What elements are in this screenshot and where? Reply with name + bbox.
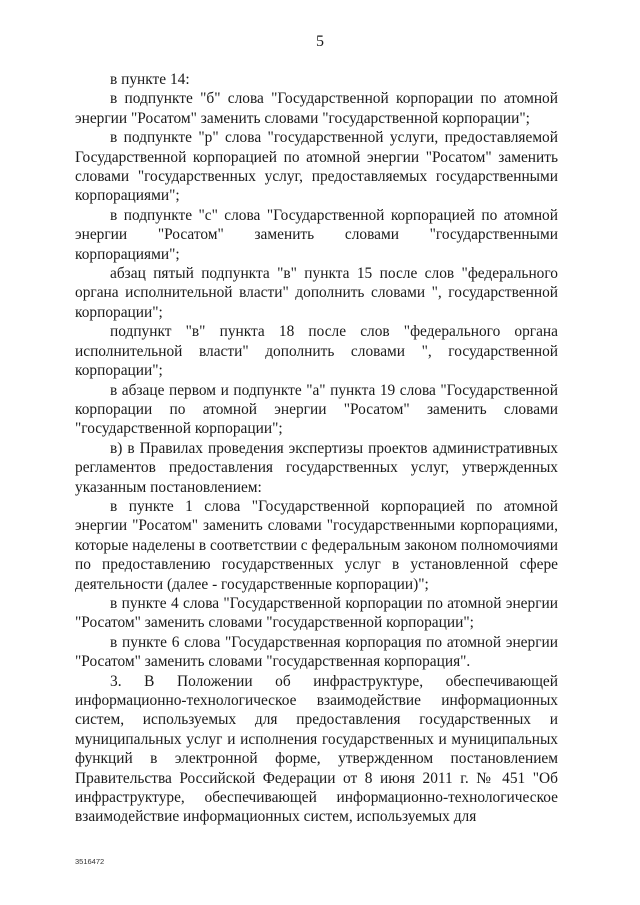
document-code: 3516472 [75,857,105,866]
paragraph-rules-point-6: в пункте 6 слова "Государственная корпорация по атомной энергии "Росатом" заменить словами "государственная корпорация". [75,633,558,671]
page-number: 5 [316,33,324,50]
paragraph-point-18: подпункт "в" пункта 18 после слов "федерального органа исполнительной власти" дополнить словами ", государственной корпорации"; [75,323,558,380]
paragraph-section-3: 3. В Положении об инфраструктуре, обеспечивающей информационно-технологическое взаимодействие информационных систем, используемых для предоставления государственных и муниципальных услуг и исполнения государственных и муниципальных функций в электронной форме, утвержденном постановлением Правительства Российской Федерации от 8 июня 2011 г. № 451 "Об инфраструктуре, обеспечивающей информационно-технологическое взаимодействие информационных систем, используемых для [75,672,558,826]
paragraph-subpoint-r: в подпункте "р" слова "государственной услуги, предоставляемой Государственной корпорацией по атомной энергии "Росатом" заменить словами "государственных услуг, предоставляемых государственными корпорациями"; [75,129,558,205]
paragraph-point-19: в абзаце первом и подпункте "а" пункта 19 слова "Государственной корпорации по атомной энергии "Росатом" заменить словами "государственной корпорации"; [75,381,558,438]
paragraph-rules-point-4: в пункте 4 слова "Государственной корпорации по атомной энергии "Росатом" заменить словами "государственной корпорации"; [75,594,558,632]
paragraph-subpoint-b: в подпункте "б" слова "Государственной корпорации по атомной энергии "Росатом" заменить словами "государственной корпорации"; [75,90,558,127]
paragraph-rules-expertise: в) в Правилах проведения экспертизы проектов административных регламентов предоставления государственных услуг, утвержденных указанным постановлением: [75,439,558,496]
paragraph-rules-point-1: в пункте 1 слова "Государственной корпорацией по атомной энергии "Росатом" заменить словами "государственными корпорациями, которые наделены в соответствии с федеральным законом полномочиями по предоставлению государственных услуг в установленной сфере деятельности (далее - государственные корпорации)"; [75,497,558,593]
document-body [75,70,558,827]
paragraph-point-14: в пункте 14: [110,71,190,88]
paragraph-subpoint-s: в подпункте "с" слова "Государственной корпорацией по атомной энергии "Росатом" заменить словами "государственными корпорациями"; [75,206,558,263]
paragraph-point-15: абзац пятый подпункта "в" пункта 15 после слов "федерального органа исполнительной власти" дополнить словами ", государственной корпорации"; [75,265,558,321]
